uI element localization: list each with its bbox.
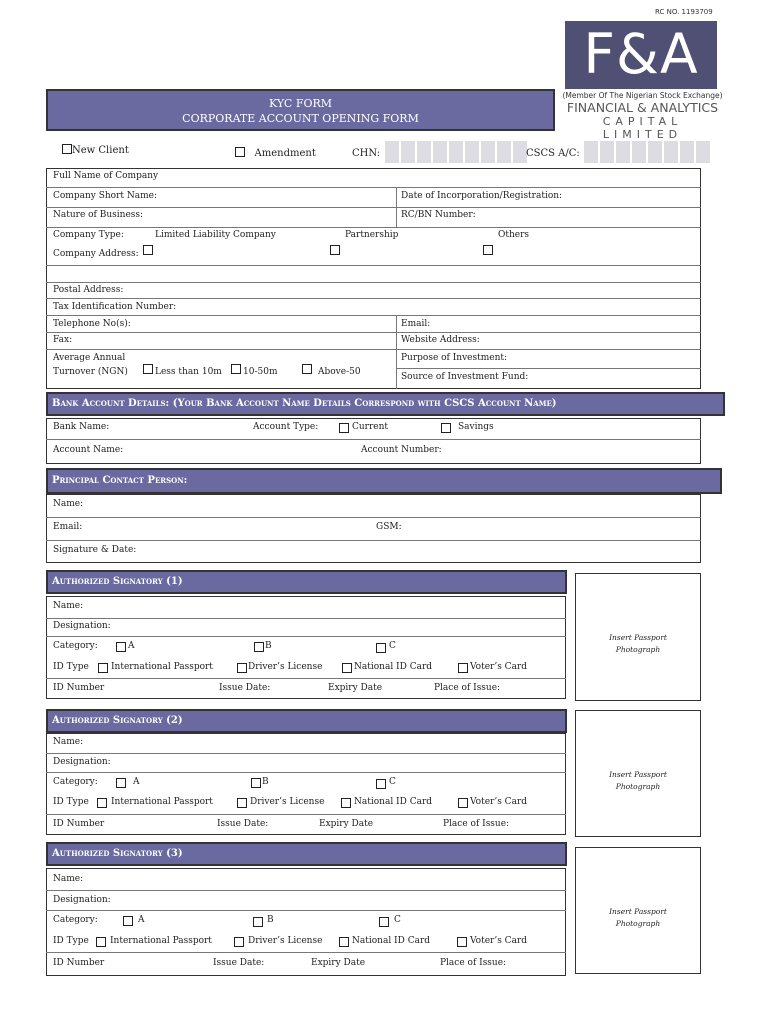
sig3-photo-box[interactable] (575, 847, 701, 974)
sig2-passport-label: International Passport (111, 797, 213, 807)
sig2-cat-b-label: B (262, 777, 269, 787)
type-others-label: Others (498, 230, 530, 240)
bank-section-heading: Bank Account Details: (Your Bank Account Name Details Correspond with CSCS Account Name) (46, 392, 725, 416)
sig2-cat-b-checkbox[interactable] (251, 778, 261, 788)
bank-name-label: Bank Name: (53, 422, 110, 432)
contact-section (46, 494, 701, 563)
new-client-option[interactable] (62, 144, 129, 156)
form-title-line1: KYC FORM (268, 97, 333, 110)
sig1-passport-checkbox[interactable] (98, 663, 108, 673)
sig1-photo-text-2: Photograph (615, 645, 661, 654)
turnover-less10-checkbox[interactable] (143, 364, 153, 374)
account-name-label: Account Name: (53, 445, 124, 455)
sig1-name-label: Name: (53, 601, 84, 611)
short-name-label: Company Short Name: (53, 191, 158, 201)
turnover-label-line1: Average Annual (53, 353, 126, 363)
savings-checkbox[interactable] (441, 423, 451, 433)
sig2-national-label: National ID Card (354, 797, 433, 807)
sig3-voters-checkbox[interactable] (457, 937, 467, 947)
sig3-idtype-label: ID Type (53, 936, 89, 946)
sig3-issue-date-label: Issue Date: (213, 958, 265, 968)
sig1-photo-text-1: Insert Passport (609, 633, 667, 642)
sig3-idnumber-label: ID Number (53, 958, 105, 968)
company-name-line1: FINANCIAL & ANALYTICS (566, 100, 719, 115)
nature-business-label: Nature of Business: (53, 210, 144, 220)
rc-bn-label: RC/BN Number: (401, 210, 476, 220)
cscs-input[interactable] (584, 141, 710, 163)
sig2-cat-c-checkbox[interactable] (376, 779, 386, 789)
sig3-expiry-label: Expiry Date (311, 958, 366, 968)
sig3-designation-label: Designation: (53, 895, 111, 905)
sig1-idtype-label: ID Type (53, 662, 89, 672)
company-section (46, 168, 701, 389)
sig3-place-label: Place of Issue: (440, 958, 507, 968)
sig3-national-label: National ID Card (352, 936, 431, 946)
amendment-checkbox[interactable] (235, 147, 245, 157)
type-partnership-label: Partnership (345, 230, 399, 240)
sig3-cat-b-label: B (267, 915, 274, 925)
company-type-label: Company Type: (53, 230, 124, 240)
source-fund-label: Source of Investment Fund: (401, 372, 529, 382)
sig3-cat-a-checkbox[interactable] (123, 916, 133, 926)
contact-signature-label: Signature & Date: (53, 545, 137, 555)
sig3-name-label: Name: (53, 874, 84, 884)
date-incorporation-label: Date of Incorporation/Registration: (401, 191, 563, 201)
sig1-drivers-checkbox[interactable] (237, 663, 247, 673)
cscs-label: CSCS A/C: (526, 148, 580, 159)
sig2-photo-text-1: Insert Passport (609, 770, 667, 779)
signatory-3-heading: Authorized Signatory (3) (46, 842, 567, 866)
sig2-category-label: Category: (53, 777, 98, 787)
sig1-idnumber-label: ID Number (53, 683, 105, 693)
sig1-designation-label: Designation: (53, 621, 111, 631)
sig3-voters-label: Voter’s Card (470, 936, 527, 946)
amendment-label: Amendment (254, 148, 316, 159)
turnover-less10-label: Less than 10m (155, 367, 222, 377)
signatory-2-heading: Authorized Signatory (2) (46, 709, 567, 733)
sig1-national-checkbox[interactable] (342, 663, 352, 673)
sig2-issue-date-label: Issue Date: (217, 819, 269, 829)
postal-address-label: Postal Address: (53, 285, 124, 295)
chn-label: CHN: (352, 148, 381, 159)
sig2-idtype-label: ID Type (53, 797, 89, 807)
type-partnership-checkbox[interactable] (330, 245, 340, 255)
sig3-cat-c-label: C (394, 915, 401, 925)
sig3-category-label: Category: (53, 915, 98, 925)
sig2-photo-box[interactable] (575, 710, 701, 837)
sig1-issue-date-label: Issue Date: (219, 683, 271, 693)
tin-label: Tax Identification Number: (53, 302, 177, 312)
sig3-cat-c-checkbox[interactable] (379, 917, 389, 927)
sig3-passport-checkbox[interactable] (96, 937, 106, 947)
contact-name-label: Name: (53, 499, 84, 509)
contact-gsm-label: GSM: (376, 522, 402, 532)
sig1-cat-c-checkbox[interactable] (376, 643, 386, 653)
sig3-cat-a-label: A (138, 915, 145, 925)
full-name-label: Full Name of Company (53, 171, 159, 181)
savings-label: Savings (458, 422, 494, 432)
account-type-label: Account Type: (253, 422, 319, 432)
turnover-10-50-label: 10-50m (243, 367, 278, 377)
current-label: Current (352, 422, 389, 432)
sig1-passport-label: International Passport (111, 662, 213, 672)
contact-section-heading: Principal Contact Person: (46, 468, 722, 494)
new-client-checkbox[interactable] (62, 144, 72, 154)
type-others-checkbox[interactable] (483, 245, 493, 255)
sig2-name-label: Name: (53, 737, 84, 747)
current-checkbox[interactable] (339, 423, 349, 433)
rc-number: RC NO. 1193709 (655, 8, 713, 16)
company-name-line2: CAPITAL LIMITED (602, 115, 683, 141)
sig3-national-checkbox[interactable] (339, 937, 349, 947)
sig2-idnumber-label: ID Number (53, 819, 105, 829)
sig1-photo-box[interactable] (575, 573, 701, 701)
chn-input[interactable] (385, 141, 527, 163)
contact-email-label: Email: (53, 522, 83, 532)
sig1-voters-label: Voter’s Card (470, 662, 527, 672)
sig3-photo-text-1: Insert Passport (609, 907, 667, 916)
sig1-voters-checkbox[interactable] (458, 663, 468, 673)
sig3-passport-label: International Passport (110, 936, 212, 946)
type-llc-label: Limited Liability Company (155, 230, 276, 240)
sig1-cat-b-label: B (265, 641, 272, 651)
telephone-label: Telephone No(s): (53, 319, 131, 329)
member-note: (Member Of The Nigerian Stock Exchange) (562, 91, 723, 100)
sig2-passport-checkbox[interactable] (97, 798, 107, 808)
sig2-voters-checkbox[interactable] (458, 798, 468, 808)
signatory-1-heading: Authorized Signatory (1) (46, 570, 567, 594)
sig3-drivers-label: Driver’s License (248, 936, 323, 946)
sig2-expiry-label: Expiry Date (319, 819, 374, 829)
new-client-label: New Client (72, 145, 129, 156)
amendment-option[interactable] (235, 147, 316, 159)
email-label: Email: (401, 319, 431, 329)
sig1-cat-b-checkbox[interactable] (254, 642, 264, 652)
sig1-cat-c-label: C (389, 641, 396, 651)
logo-mark: F&A (583, 22, 699, 86)
sig2-place-label: Place of Issue: (443, 819, 510, 829)
sig2-drivers-checkbox[interactable] (237, 798, 247, 808)
sig1-expiry-label: Expiry Date (328, 683, 383, 693)
fax-label: Fax: (53, 335, 73, 345)
sig2-photo-text-2: Photograph (615, 782, 661, 791)
turnover-above50-checkbox[interactable] (302, 364, 312, 374)
sig2-drivers-label: Driver’s License (250, 797, 325, 807)
sig2-cat-a-label: A (133, 777, 140, 787)
sig1-category-label: Category: (53, 641, 98, 651)
sig2-national-checkbox[interactable] (341, 798, 351, 808)
sig1-cat-a-label: A (128, 641, 135, 651)
turnover-above50-label: Above-50 (318, 367, 361, 377)
form-title-line2: CORPORATE ACCOUNT OPENING FORM (182, 112, 419, 125)
website-label: Website Address: (401, 335, 480, 345)
account-number-label: Account Number: (361, 445, 442, 455)
sig1-cat-a-checkbox[interactable] (116, 642, 126, 652)
purpose-label: Purpose of Investment: (401, 353, 508, 363)
turnover-10-50-checkbox[interactable] (231, 364, 241, 374)
sig1-national-label: National ID Card (354, 662, 433, 672)
sig1-drivers-label: Driver’s License (248, 662, 323, 672)
sig2-cat-a-checkbox[interactable] (116, 778, 126, 788)
turnover-label-line2: Turnover (NGN) (53, 367, 128, 377)
sig2-cat-c-label: C (389, 777, 396, 787)
sig2-designation-label: Designation: (53, 757, 111, 767)
type-llc-checkbox[interactable] (143, 245, 153, 255)
form-title (46, 89, 555, 131)
sig1-place-label: Place of Issue: (434, 683, 501, 693)
company-address-label: Company Address: (53, 249, 139, 259)
sig2-voters-label: Voter’s Card (470, 797, 527, 807)
sig3-cat-b-checkbox[interactable] (253, 917, 263, 927)
sig3-drivers-checkbox[interactable] (234, 937, 244, 947)
sig3-photo-text-2: Photograph (615, 919, 661, 928)
